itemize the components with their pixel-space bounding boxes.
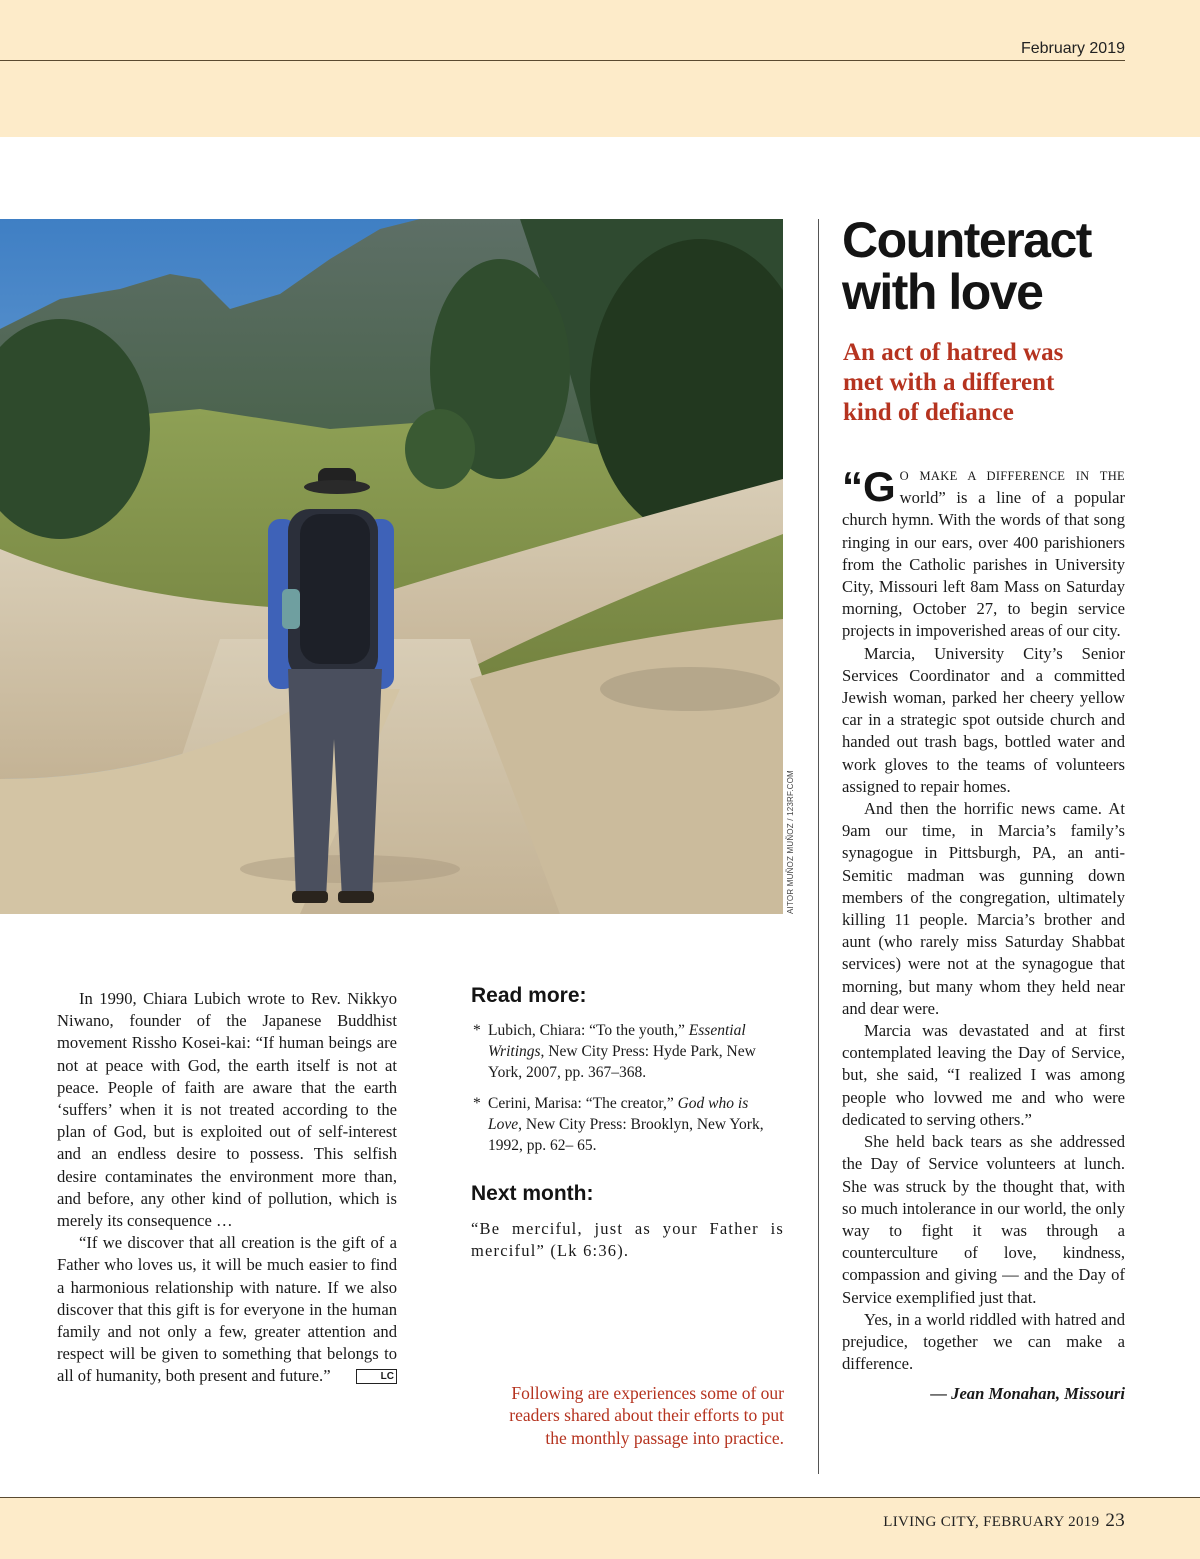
- hiker-photo: [0, 219, 783, 914]
- crossroads-illustration: [0, 219, 783, 914]
- living-city-logo: LC: [356, 1369, 397, 1384]
- title-line-1: Counteract: [842, 212, 1091, 268]
- read-more-heading: Read more:: [471, 984, 587, 1007]
- reference-title: Essential Writings: [488, 1022, 746, 1060]
- reference-lead: Cerini, Marisa: “The creator,”: [488, 1095, 674, 1112]
- drop-cap: “G: [842, 463, 896, 510]
- reference-lead: Lubich, Chiara: “To the youth,”: [488, 1022, 685, 1039]
- reference-item: [471, 1020, 784, 1083]
- commentary-column: [57, 988, 397, 1388]
- lead-small-caps: O MAKE A DIFFERENCE IN THE: [899, 469, 1125, 483]
- header-rule: [0, 60, 1125, 61]
- commentary-paragraph: In 1990, Chiara Lubich wrote to Rev. Nikkyo Niwano, founder of the Japanese Buddhist movement Rissho Kosei-kai: “If human beings are not at peace with God, the earth itself is not at peace. People of faith are aware that the earth ‘suffers’ when it is not treated according to the plan of God, but is exploited out of self-interest and an endless desire to possess. This selfish desire contaminates the environment more than, and before, any other kind of pollution, which is merely its consequence …: [57, 989, 397, 1231]
- experiences-intro: Following are experiences some of our readers shared about their efforts to put the monthly passage into practice.: [509, 1383, 784, 1448]
- next-month-heading: Next month:: [471, 1182, 594, 1205]
- subtitle-line-2: met with a different: [843, 369, 1055, 396]
- title-line-2: with love: [842, 264, 1043, 320]
- column-divider: [818, 219, 819, 1474]
- reference-title: God who is Love: [488, 1095, 749, 1133]
- photo-credit: AITOR MUÑOZ MUÑOZ / 123RF.COM: [786, 770, 795, 914]
- article-paragraph: And then the horrific news came. At 9am our time, in Marcia’s family’s synagogue in Pittsburgh, PA, an anti-Semitic madman was gunning down members of the congregation, ultimately killing 11 people. Marcia’s brother and aunt (who rarely miss Saturday Shabbat services) were not at the synagogue that morning, but many whom they held near and dear were.: [842, 799, 1125, 1018]
- sidebar-column: [471, 984, 784, 1262]
- article-paragraph: She held back tears as she addressed the Day of Service volunteers at lunch. She was struck by the thought that, with so much intolerance in our world, the only way to fight it was through a counterculture of love, kindness, compassion and giving — and the Day of Service exemplified just that.: [842, 1132, 1125, 1307]
- article-body: [842, 464, 1125, 1406]
- reference-item: [471, 1093, 784, 1156]
- subtitle-line-1: An act of hatred was: [843, 339, 1064, 366]
- article-paragraph: [842, 464, 1125, 643]
- article-subtitle: [843, 338, 1123, 428]
- next-month-quote: “Be merciful, just as your Father is merciful” (Lk 6:36).: [471, 1219, 784, 1260]
- subtitle-line-3: kind of defiance: [843, 399, 1014, 426]
- reference-tail: , New City Press: Brooklyn, New York, 1992, pp. 62– 65.: [488, 1116, 764, 1154]
- footer-publication: LIVING CITY, FEBRUARY 2019: [883, 1514, 1100, 1530]
- article-paragraph: Marcia, University City’s Senior Services Coordinator and a committed Jewish woman, parked her cheery yellow car in a strategic spot outside church and handed out trash bags, bottled water and work gloves to the teams of volunteers assigned to repair homes.: [842, 643, 1125, 796]
- article-paragraph: Yes, in a world riddled with hatred and prejudice, together we can make a difference.: [842, 1309, 1125, 1374]
- issue-date: February 2019: [1020, 40, 1125, 57]
- author-byline: — Jean Monahan, Missouri: [930, 1384, 1125, 1404]
- article-title: [842, 214, 1142, 318]
- header-band: [0, 0, 1200, 137]
- footer: [883, 1510, 1125, 1532]
- paragraph-text: “If we discover that all creation is the gift of a Father who loves us, it will be much easier to find a harmonious relationship with nature. If we also discover that this gift is for everyone in the human family and not only a few, greater attention and respect will be given to something that belongs to all of humanity, both present and future.”: [57, 1233, 397, 1386]
- reference-tail: , New City Press: Hyde Park, New York, 2007, pp. 367–368.: [488, 1043, 756, 1081]
- commentary-paragraph: [57, 1232, 397, 1387]
- article-paragraph: Marcia was devastated and at first contemplated leaving the Day of Service, but, she said, “I realized I was among people who lovwed me and who were dedicated to serving others.”: [842, 1021, 1125, 1129]
- page-number: 23: [1105, 1510, 1125, 1531]
- bullet-star: *: [473, 1095, 481, 1112]
- bullet-star: *: [473, 1022, 481, 1039]
- paragraph-text: world” is a line of a popular church hymn. With the words of that song ringing in our ears, over 400 parishioners from the Catholic parishes in University City, Missouri left 8am Mass on Saturday morning, October 27, to begin service projects in impoverished areas of our city.: [842, 488, 1125, 641]
